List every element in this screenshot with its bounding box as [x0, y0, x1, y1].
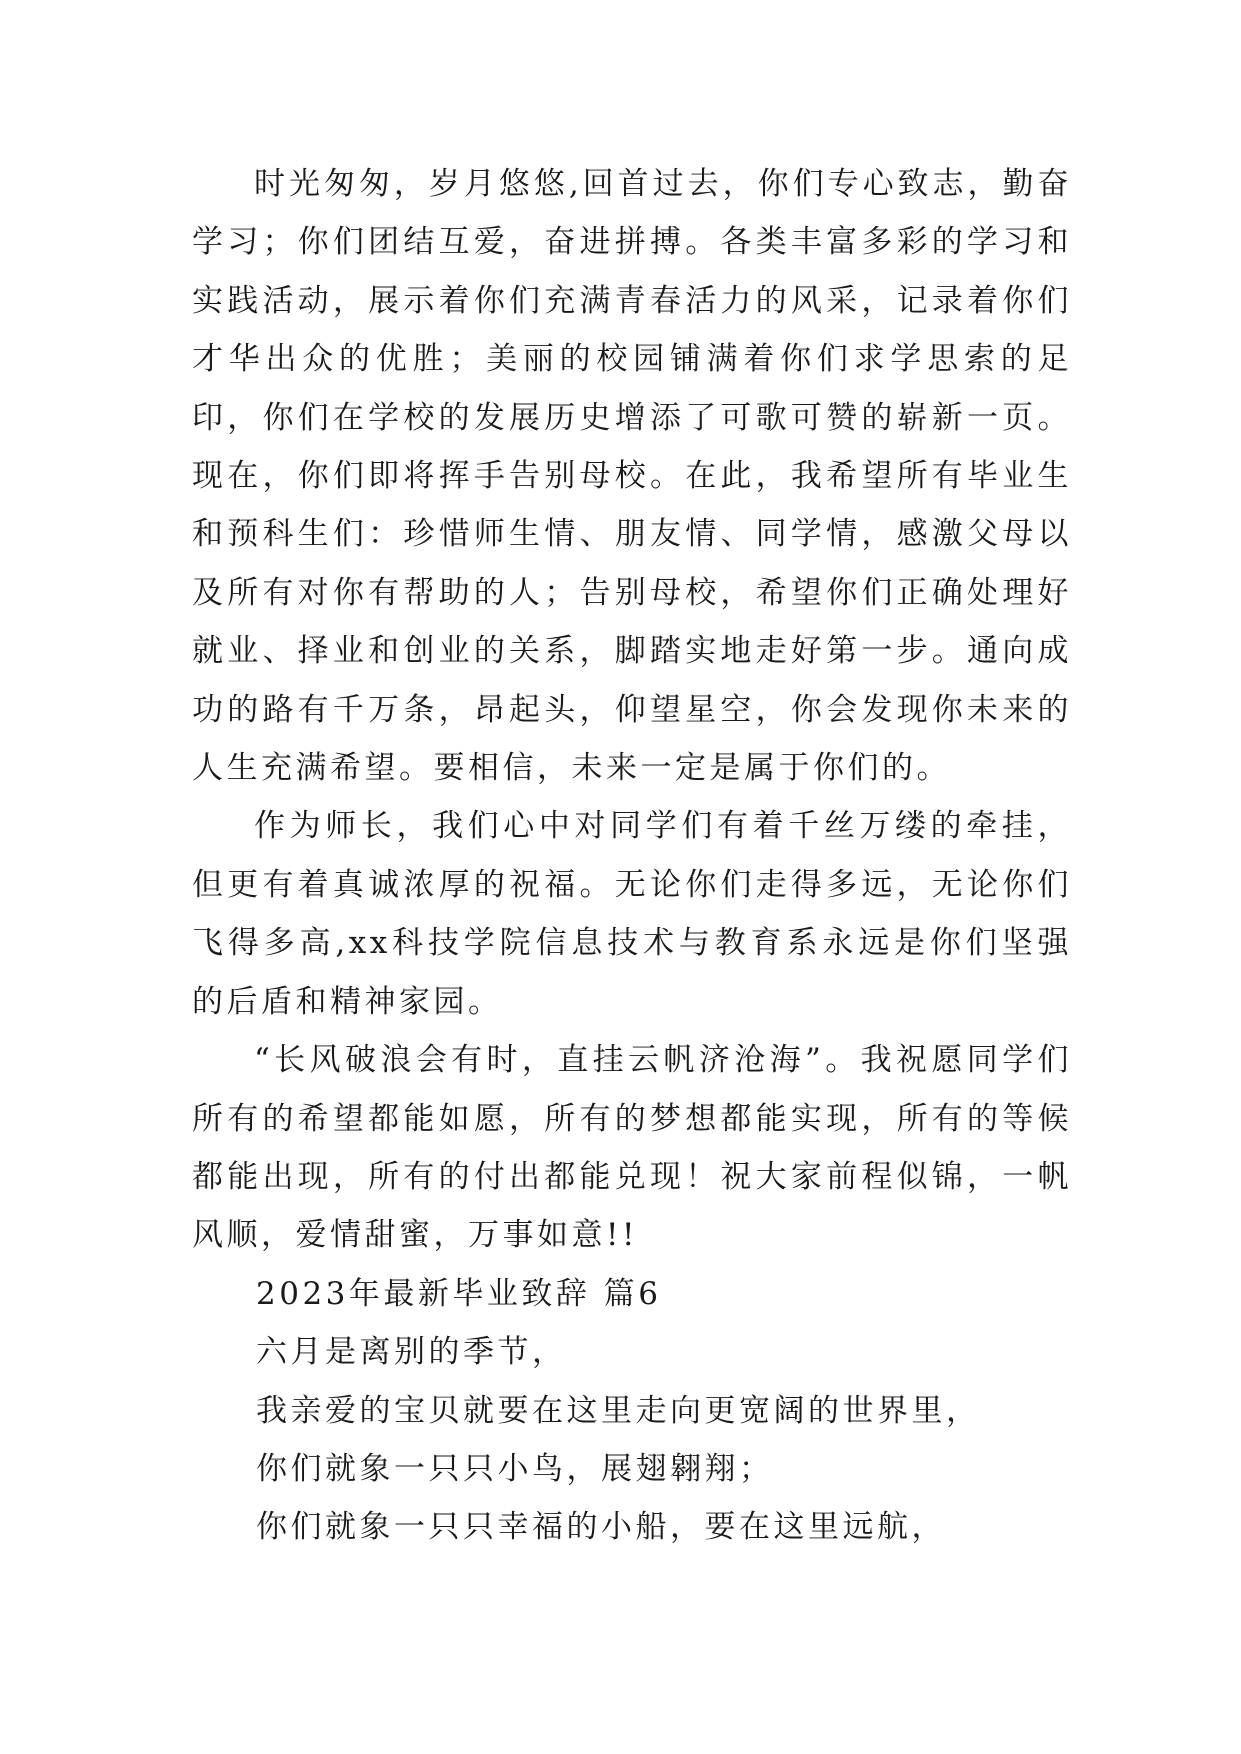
paragraph: “长风破浪会有时，直挂云帆济沧海”。我祝愿同学们所有的希望都能如愿，所有的梦想都能实现，所有的等候都能出现，所有的付出都能兑现！祝大家前程似锦，一帆风顺，爱情甜蜜，万事如意!! [192, 1042, 1072, 1254]
paragraph: 作为师长，我们心中对同学们有着千丝万缕的牵挂，但更有着真诚浓厚的祝福。无论你们走得多远，无论你们飞得多高,xx科技学院信息技术与教育系永远是你们坚强的后盾和精神家园。 [192, 808, 1072, 1020]
poem-line: 你们就象一只只小鸟，展翅翱翔； [256, 1450, 774, 1487]
paragraph: 时光匆匆，岁月悠悠,回首过去，你们专心致志，勤奋学习；你们团结互爱，奋进拼搏。各类丰富多彩的学习和实践活动，展示着你们充满青春活力的风采，记录着你们才华出众的优胜；美丽的校园铺满着你们求学思索的足印，你们在学校的发展历史增添了可歌可赞的崭新一页。现在，你们即将挥手告别母校。在此，我希望所有毕业生和预科生们：珍惜师生情、朋友情、同学情，感激父母以及所有对你有帮助的人；告别母校，希望你们正确处理好就业、择业和创业的关系，脚踏实地走好第一步。通向成功的路有千万条，昂起头，仰望星空，你会发现你未来的人生充满希望。要相信，未来一定是属于你们的。 [192, 166, 1072, 787]
poem-line: 你们就象一只只幸福的小船，要在这里远航， [256, 1509, 946, 1546]
document-body [192, 155, 1072, 1557]
poem-line: 六月是离别的季节， [256, 1334, 567, 1371]
section-heading: 2023年最新毕业致辞 篇6 [256, 1275, 662, 1312]
poem-line: 我亲爱的宝贝就要在这里走向更宽阔的世界里， [256, 1392, 981, 1429]
